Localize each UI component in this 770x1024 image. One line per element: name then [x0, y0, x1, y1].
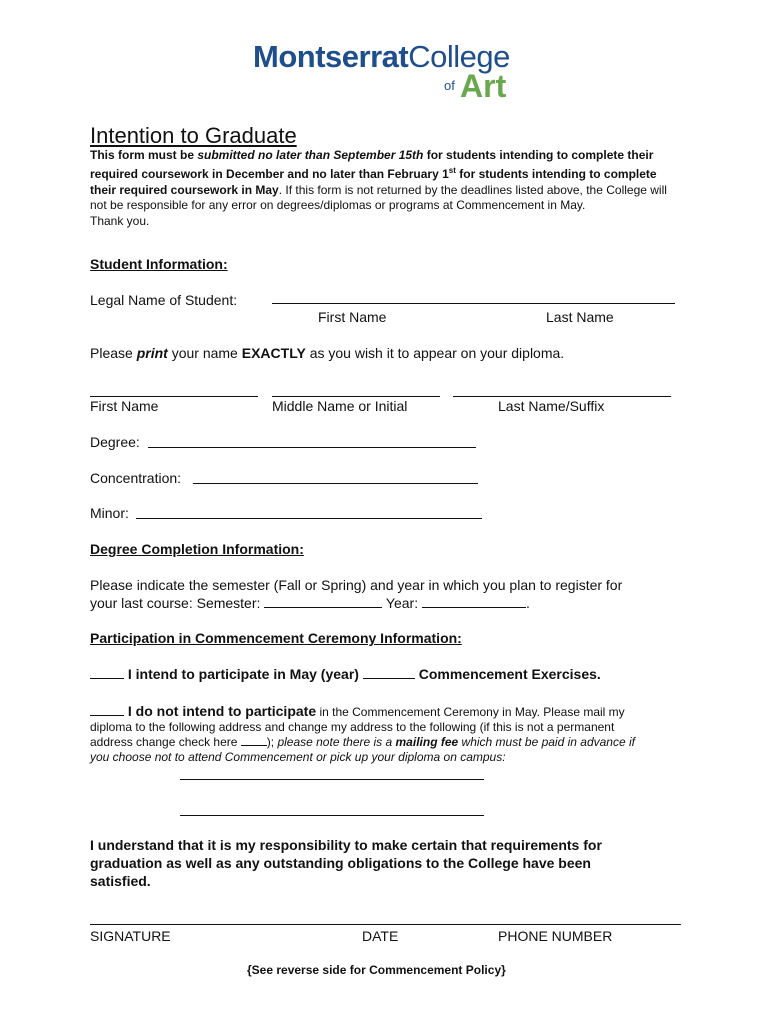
- date-label: DATE: [362, 928, 399, 944]
- student-info-heading: Student Information:: [90, 256, 228, 272]
- mail-instructions: diploma to the following address and change my address to the following (if this is not a permanent: [90, 720, 615, 734]
- not-participate-blank[interactable]: [90, 715, 124, 716]
- completion-heading: Degree Completion Information:: [90, 541, 304, 557]
- legal-name-field[interactable]: [272, 303, 675, 304]
- signature-label: SIGNATURE: [90, 928, 171, 944]
- address-line-1[interactable]: [180, 779, 484, 780]
- logo-art: Art: [460, 68, 507, 104]
- minor-field[interactable]: [136, 518, 482, 519]
- intro-paragraph: This form must be submitted no later than September 15th for students intending to complete their required coursework in December and no later than February 1st for students intending to complete their required coursework in May. If this form is not returned by the deadlines listed above, the College will not be responsible for any error on degrees/diplomas or programs at Commencement in May. Thank you.: [90, 148, 667, 228]
- degree-label: Degree:: [90, 434, 140, 450]
- degree-field[interactable]: [148, 447, 476, 448]
- logo-of: of: [444, 78, 455, 93]
- legal-first-label: First Name: [318, 309, 387, 325]
- concentration-field[interactable]: [193, 483, 478, 484]
- diploma-first-label: First Name: [90, 398, 159, 414]
- minor-label: Minor:: [90, 505, 129, 521]
- diploma-middle-field[interactable]: [272, 396, 440, 397]
- participate-option: I intend to participate in May (year) Commencement Exercises.: [90, 666, 601, 682]
- year-field[interactable]: [422, 607, 526, 608]
- footer-note: {See reverse side for Commencement Policy}: [247, 963, 506, 977]
- college-logo: [253, 40, 515, 104]
- phone-label: PHONE NUMBER: [498, 928, 613, 944]
- year-blank[interactable]: [363, 678, 415, 679]
- diploma-last-field[interactable]: [453, 396, 671, 397]
- diploma-first-field[interactable]: [90, 396, 258, 397]
- diploma-last-label: Last Name/Suffix: [498, 398, 605, 414]
- semester-field[interactable]: [264, 607, 382, 608]
- concentration-label: Concentration:: [90, 470, 182, 486]
- legal-name-label: Legal Name of Student:: [90, 292, 238, 308]
- completion-text: Please indicate the semester (Fall or Spring) and year in which you plan to register for: [90, 577, 623, 593]
- signature-line[interactable]: [90, 924, 681, 925]
- completion-line2: your last course: Semester: Year: .: [90, 595, 530, 611]
- address-change-check[interactable]: [241, 745, 267, 746]
- not-participate-option: I do not intend to participate in the Commencement Ceremony in May. Please mail my: [90, 703, 625, 719]
- print-instruction: Please print your name EXACTLY as you wish it to appear on your diploma.: [90, 345, 565, 361]
- acknowledgement: I understand that it is my responsibility to make certain that requirements for graduation as well as any outstanding obligations to the College have been satisfied.: [90, 837, 602, 889]
- legal-last-label: Last Name: [546, 309, 614, 325]
- logo-wordmark: MontserratCollege: [253, 39, 510, 74]
- mail-note: you choose not to attend Commencement or pick up your diploma on campus:: [90, 750, 506, 764]
- address-change-line: address change check here ); please note there is a mailing fee which must be paid in advance if: [90, 735, 635, 749]
- ceremony-heading: Participation in Commencement Ceremony Information:: [90, 630, 462, 646]
- address-line-2[interactable]: [180, 815, 484, 816]
- participate-blank[interactable]: [90, 678, 124, 679]
- diploma-middle-label: Middle Name or Initial: [272, 398, 408, 414]
- page-title: Intention to Graduate: [90, 123, 297, 148]
